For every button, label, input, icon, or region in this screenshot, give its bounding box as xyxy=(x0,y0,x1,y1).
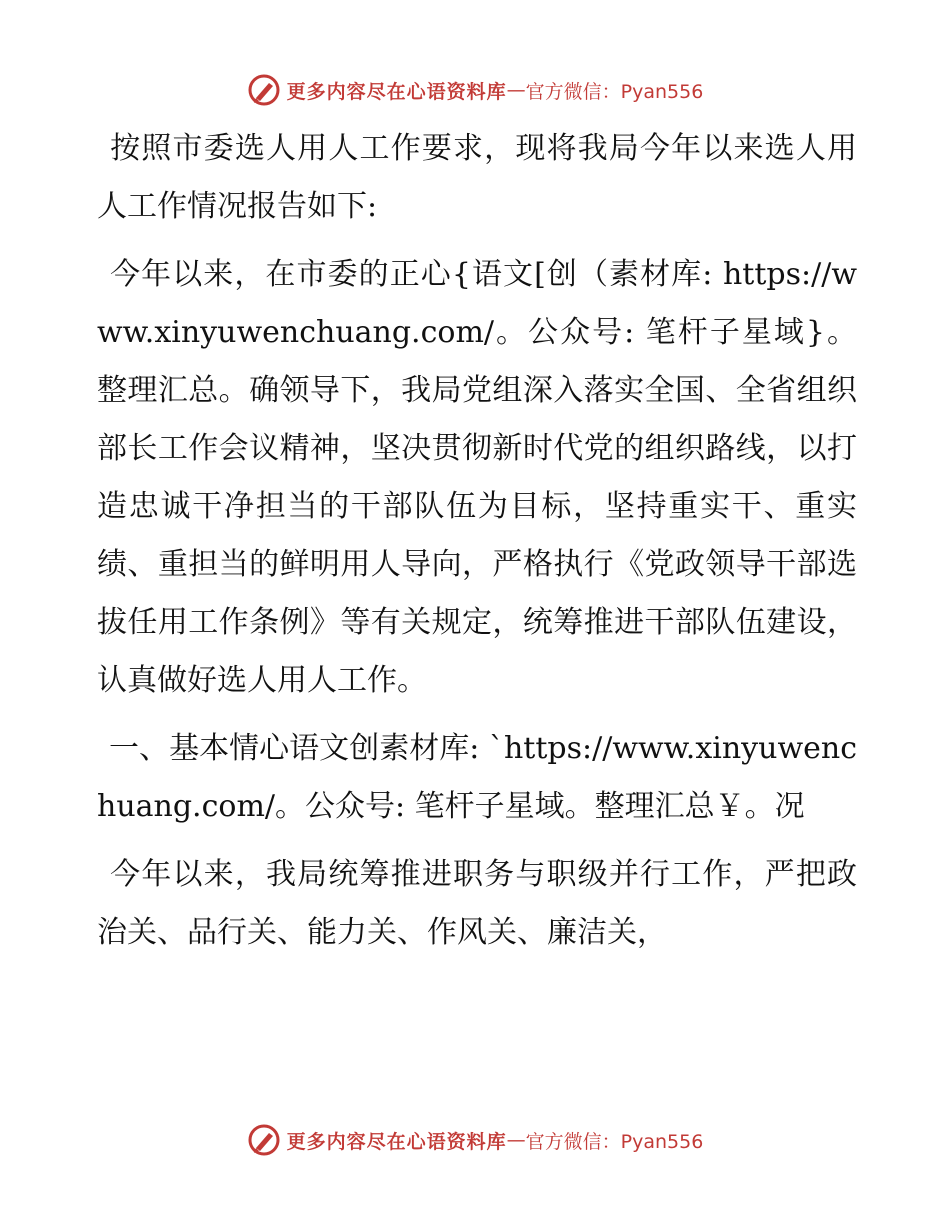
header-contact: 官方微信：Pyan556 xyxy=(525,80,704,103)
header-banner xyxy=(0,70,950,110)
footer-contact: 官方微信：Pyan556 xyxy=(525,1130,704,1153)
paragraph-intro xyxy=(97,120,857,236)
footer-slogan: 更多内容尽在心语资料库 xyxy=(286,1130,507,1153)
paragraph-progress-text: 今年以来，我局统筹推进职务与职级并行工作，严把政治关、品行关、能力关、作风关、廉洁关， xyxy=(97,857,857,950)
header-dash: — xyxy=(506,79,526,101)
pen-logo-icon xyxy=(247,73,281,107)
section-heading-basic xyxy=(97,720,857,836)
paragraph-overview-text: 今年以来，在市委的正心{语文[创（素材库: https://www.xinyuwenchuang.com/。公众号: 笔杆子星域}。整理汇总。确领导下，我局党组深入落实全国、全省组织部长工作会议精神，坚决贯彻新时代党的组织路线，以打造忠诚干净担当的干部队伍为目标，坚持重实干、重实绩、重担当的鲜明用人导向，严格执行《党政领导干部选拔任用工作条例》等有关规定，统筹推进干部队伍建设，认真做好选人用人工作。 xyxy=(97,257,857,698)
footer-dash: — xyxy=(506,1129,526,1151)
header-slogan: 更多内容尽在心语资料库 xyxy=(286,80,507,103)
section-heading-basic-text: 一、基本情心语文创素材库: `https://www.xinyuwenchuang.com/。公众号: 笔杆子星域。整理汇总￥。况 xyxy=(97,731,857,824)
document-body xyxy=(97,120,857,972)
paragraph-overview xyxy=(97,246,857,710)
paragraph-progress xyxy=(97,846,857,962)
pen-logo-icon xyxy=(247,1123,281,1157)
paragraph-intro-text: 按照市委选人用人工作要求，现将我局今年以来选人用人工作情况报告如下: xyxy=(97,131,857,224)
footer-banner xyxy=(0,1120,950,1160)
